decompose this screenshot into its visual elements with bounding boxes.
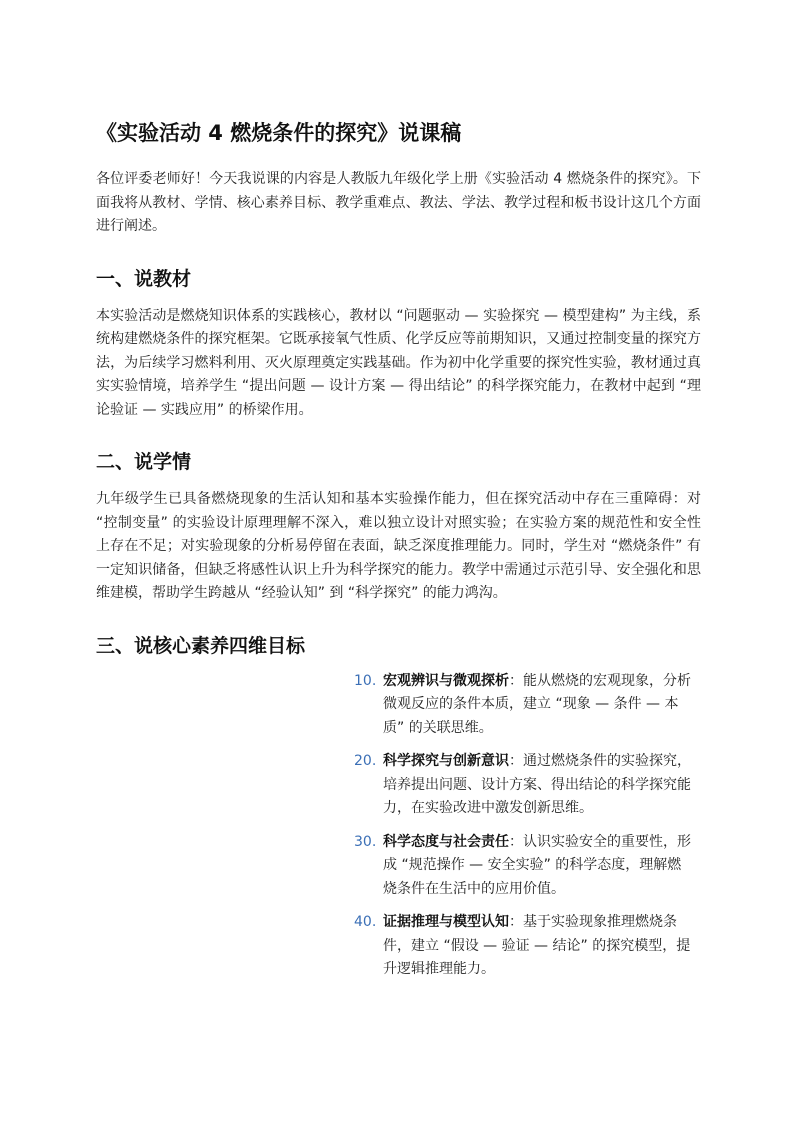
section-body-textbook: 本实验活动是燃烧知识体系的实践核心，教材以 “问题驱动 — 实验探究 — 模型建构” 为主线，系统构建燃烧条件的探究框架。它既承接氧气性质、化学反应等前期知识，又通过控制变量的探究方法，为后续学习燃料利用、灭火原理奠定实践基础。作为初中化学重要的探究性实验，教材通过真实实验情境，培养学生 “提出问题 — 设计方案 — 得出结论” 的科学探究能力，在教材中起到 “理论验证 — 实践应用” 的桥梁作用。: [96, 307, 701, 418]
goal-title: 科学探究与创新意识: [383, 753, 509, 769]
section-heading-goals: 三、说核心素养四维目标: [96, 634, 306, 657]
goal-text: ：能从燃烧的宏观现象，分析微观反应的条件本质，建立 “现象 — 条件 — 本质” 的关联思维。: [383, 672, 691, 736]
goal-title: 证据推理与模型认知: [383, 914, 509, 930]
goal-number: 30.: [354, 833, 377, 850]
goal-text: ：基于实验现象推理燃烧条件，建立 “假设 — 验证 — 结论” 的探究模型，提升逻辑推理能力。: [383, 914, 691, 977]
section-heading-textbook: 一、说教材: [96, 267, 192, 290]
document-page: [96, 118, 701, 992]
goal-item: [354, 911, 694, 982]
intro-paragraph: 各位评委老师好！今天我说课的内容是人教版九年级化学上册《实验活动 4 燃烧条件的探究》。下面我将从教材、学情、核心素养目标、教学重难点、教法、学法、教学过程和板书设计这几个方面进行阐述。: [96, 171, 701, 234]
section-heading-students: 二、说学情: [96, 451, 192, 473]
goal-text: ：通过燃烧条件的实验探究，培养提出问题、设计方案、得出结论的科学探究能力，在实验改进中激发创新思维。: [383, 753, 691, 816]
goal-text: ：认识实验安全的重要性，形成 “规范操作 — 安全实验” 的科学态度，理解燃烧条件在生活中的应用价值。: [383, 833, 691, 897]
goal-item: [354, 670, 694, 741]
goal-number: 40.: [354, 914, 377, 930]
core-goals-list: [354, 670, 694, 982]
goal-number: 10.: [354, 672, 377, 689]
section-body-students: 九年级学生已具备燃烧现象的生活认知和基本实验操作能力，但在探究活动中存在三重障碍：对 “控制变量” 的实验设计原理理解不深入，难以独立设计对照实验；在实验方案的规范性和安全性上存在不足；对实验现象的分析易停留在表面，缺乏深度推理能力。同时，学生对 “燃烧条件” 有一定知识储备，但缺乏将感性认识上升为科学探究的能力。教学中需通过示范引导、安全强化和思维建模，帮助学生跨越从 “经验认知” 到 “科学探究” 的能力鸿沟。: [96, 491, 701, 601]
goal-item: [354, 831, 694, 902]
goal-title: 科学态度与社会责任: [383, 833, 509, 850]
goal-number: 20.: [354, 753, 377, 769]
goal-item: [354, 750, 694, 821]
document-title: 《实验活动 4 燃烧条件的探究》说课稿: [96, 121, 462, 145]
goal-title: 宏观辨识与微观探析: [383, 672, 509, 689]
